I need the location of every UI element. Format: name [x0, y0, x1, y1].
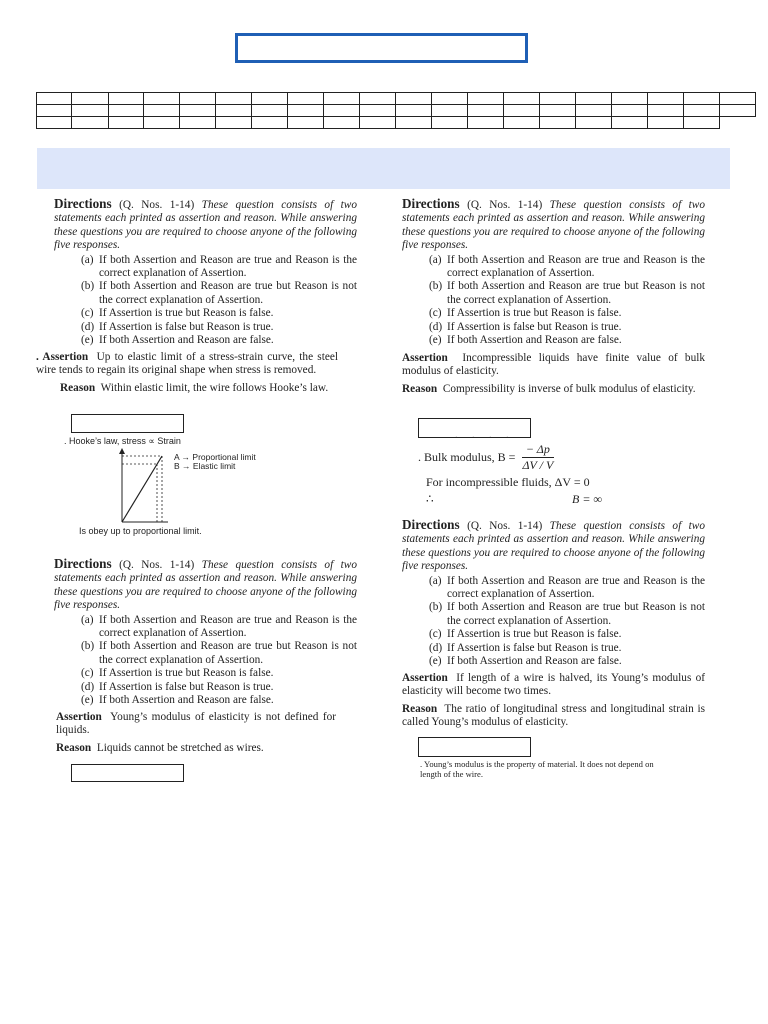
grid-cell	[360, 105, 396, 117]
grid-cell	[540, 117, 576, 129]
grid-cell	[72, 105, 109, 117]
grid-cell	[648, 117, 684, 129]
grid-cell	[720, 93, 756, 105]
directions-block-4: Directions (Q. Nos. 1-14) These question consists of two statements each printed as assertion and reason. While answering these questions you are required to choose anyone of the following five responses. (a) If both Assertion and Reason are true and Reason is the correct explanation of Assertion. (b) If both Assertion and Reason are true but Reason is not the correct explanation of Assertion. (c) If Assertion is true but Reason is false. (d) If Assertion is false but Reason is true. (e) If both Assertion and Reason are false.	[402, 517, 705, 668]
grid-cell	[720, 105, 756, 117]
q1-solution-line: . Hooke’s law, stress ∝ Strain	[64, 436, 181, 446]
grid-cell	[540, 93, 576, 105]
grid-cell	[432, 117, 468, 129]
grid-cell	[144, 105, 180, 117]
dots: . . . .	[455, 430, 515, 441]
stress-strain-line	[122, 456, 162, 522]
grid-cell	[396, 93, 432, 105]
question-2: Assertion Incompressible liquids have finite value of bulk modulus of elasticity. Reason Compressibility is inverse of bulk modulus of elasticity.	[402, 352, 705, 395]
grid-cell	[252, 117, 288, 129]
question-4: Assertion If length of a wire is halved, its Young’s modulus of elasticity will become two times. Reason The ratio of longitudinal stress and longitudinal strain is called Young’s modulus of elasticity.	[402, 672, 706, 729]
directions-block-2: Directions (Q. Nos. 1-14) These question consists of two statements each printed as assertion and reason. While answering these questions you are required to choose anyone of the following five responses. (a) If both Assertion and Reason are true and Reason is the correct explanation of Assertion. (b) If both Assertion and Reason are true but Reason is not the correct explanation of Assertion. (c) If Assertion is true but Reason is false. (d) If Assertion is false but Reason is true. (e) If both Assertion and Reason are false.	[402, 196, 705, 347]
grid-cell	[72, 117, 109, 129]
grid-cell	[360, 93, 396, 105]
directions-block-3: Directions (Q. Nos. 1-14) These question consists of two statements each printed as assertion and reason. While answering these questions you are required to choose anyone of the following five responses. (a) If both Assertion and Reason are true and Reason is the correct explanation of Assertion. (b) If both Assertion and Reason are true but Reason is not the correct explanation of Assertion. (c) If Assertion is true but Reason is false. (d) If Assertion is false but Reason is true. (e) If both Assertion and Reason are false.	[54, 556, 357, 707]
grid-cell	[37, 93, 72, 105]
grid-cell	[252, 105, 288, 117]
grid-cell	[540, 105, 576, 117]
grid-cell	[576, 117, 612, 129]
grid-cell	[252, 93, 288, 105]
stress-strain-graph	[112, 446, 272, 524]
grid-cell	[324, 117, 360, 129]
grid-cell	[324, 105, 360, 117]
grid-cell	[109, 117, 144, 129]
grid-cell	[288, 93, 324, 105]
grid-cell	[216, 105, 252, 117]
grid-cell	[396, 117, 432, 129]
question-1: . Assertion Up to elastic limit of a stress-strain curve, the steel wire tends to regain its original shape when stress is removed. Reason Within elastic limit, the wire follows Hooke’s law.	[36, 351, 338, 394]
header-grid	[36, 92, 756, 129]
grid-cell	[109, 105, 144, 117]
grid-cell	[37, 117, 72, 129]
grid-cell	[684, 117, 720, 129]
q2-solution: . Bulk modulus, B = $\frac{- \Delta p}{\Delta V / V}$ For incompressible fluids, ΔV = 0 ∴ B = ∞	[418, 442, 602, 506]
grid-cell	[504, 105, 540, 117]
grid-cell	[576, 93, 612, 105]
grid-cell	[468, 93, 504, 105]
answer-box-3	[71, 764, 184, 782]
question-3: Assertion Young’s modulus of elasticity is not defined for liquids. Reason Liquids cannot be stretched as wires.	[56, 711, 336, 754]
grid-cell	[432, 105, 468, 117]
grid-cell	[288, 117, 324, 129]
directions-block-1: Directions (Q. Nos. 1-14) These question consists of two statements each printed as assertion and reason. While answering these questions you are required to choose anyone of the following five responses. (a) If both Assertion and Reason are true and Reason is the correct explanation of Assertion. (b) If both Assertion and Reason are true but Reason is not the correct explanation of Assertion. (c) If Assertion is true but Reason is false. (d) If Assertion is false but Reason is true. (e) If both Assertion and Reason are false.	[54, 196, 357, 347]
y-axis-arrow	[119, 448, 125, 454]
grid-cell	[504, 117, 540, 129]
grid-cell	[360, 117, 396, 129]
grid-cell	[180, 117, 216, 129]
grid-cell	[37, 105, 72, 117]
grid-cell	[576, 105, 612, 117]
answer-box-1	[71, 414, 184, 433]
grid-cell	[180, 105, 216, 117]
header-band	[37, 148, 730, 189]
grid-cell	[648, 105, 684, 117]
grid-cell	[144, 93, 180, 105]
answer-box-4	[418, 737, 531, 757]
title-box	[235, 33, 528, 63]
grid-cell	[396, 105, 432, 117]
grid-cell	[612, 117, 648, 129]
grid-cell	[216, 93, 252, 105]
q1-conclusion: Is obey up to proportional limit.	[79, 526, 202, 536]
grid-cell	[468, 117, 504, 129]
grid-cell	[648, 93, 684, 105]
grid-cell	[288, 105, 324, 117]
grid-cell	[684, 93, 720, 105]
graph-label-a: A → Proportional limit	[174, 452, 256, 462]
q4-solution: . Young’s modulus is the property of material. It does not depend on length of the wire.	[420, 759, 654, 779]
graph-label-b: B → Elastic limit	[174, 461, 236, 471]
grid-cell	[180, 93, 216, 105]
grid-cell	[144, 117, 180, 129]
grid-cell	[216, 117, 252, 129]
grid-cell	[684, 105, 720, 117]
grid-cell	[468, 105, 504, 117]
grid-cell	[432, 93, 468, 105]
grid-cell	[504, 93, 540, 105]
grid-cell	[72, 93, 109, 105]
grid-cell	[612, 105, 648, 117]
grid-cell	[109, 93, 144, 105]
grid-cell	[612, 93, 648, 105]
grid-cell-empty	[720, 117, 756, 129]
grid-cell	[324, 93, 360, 105]
